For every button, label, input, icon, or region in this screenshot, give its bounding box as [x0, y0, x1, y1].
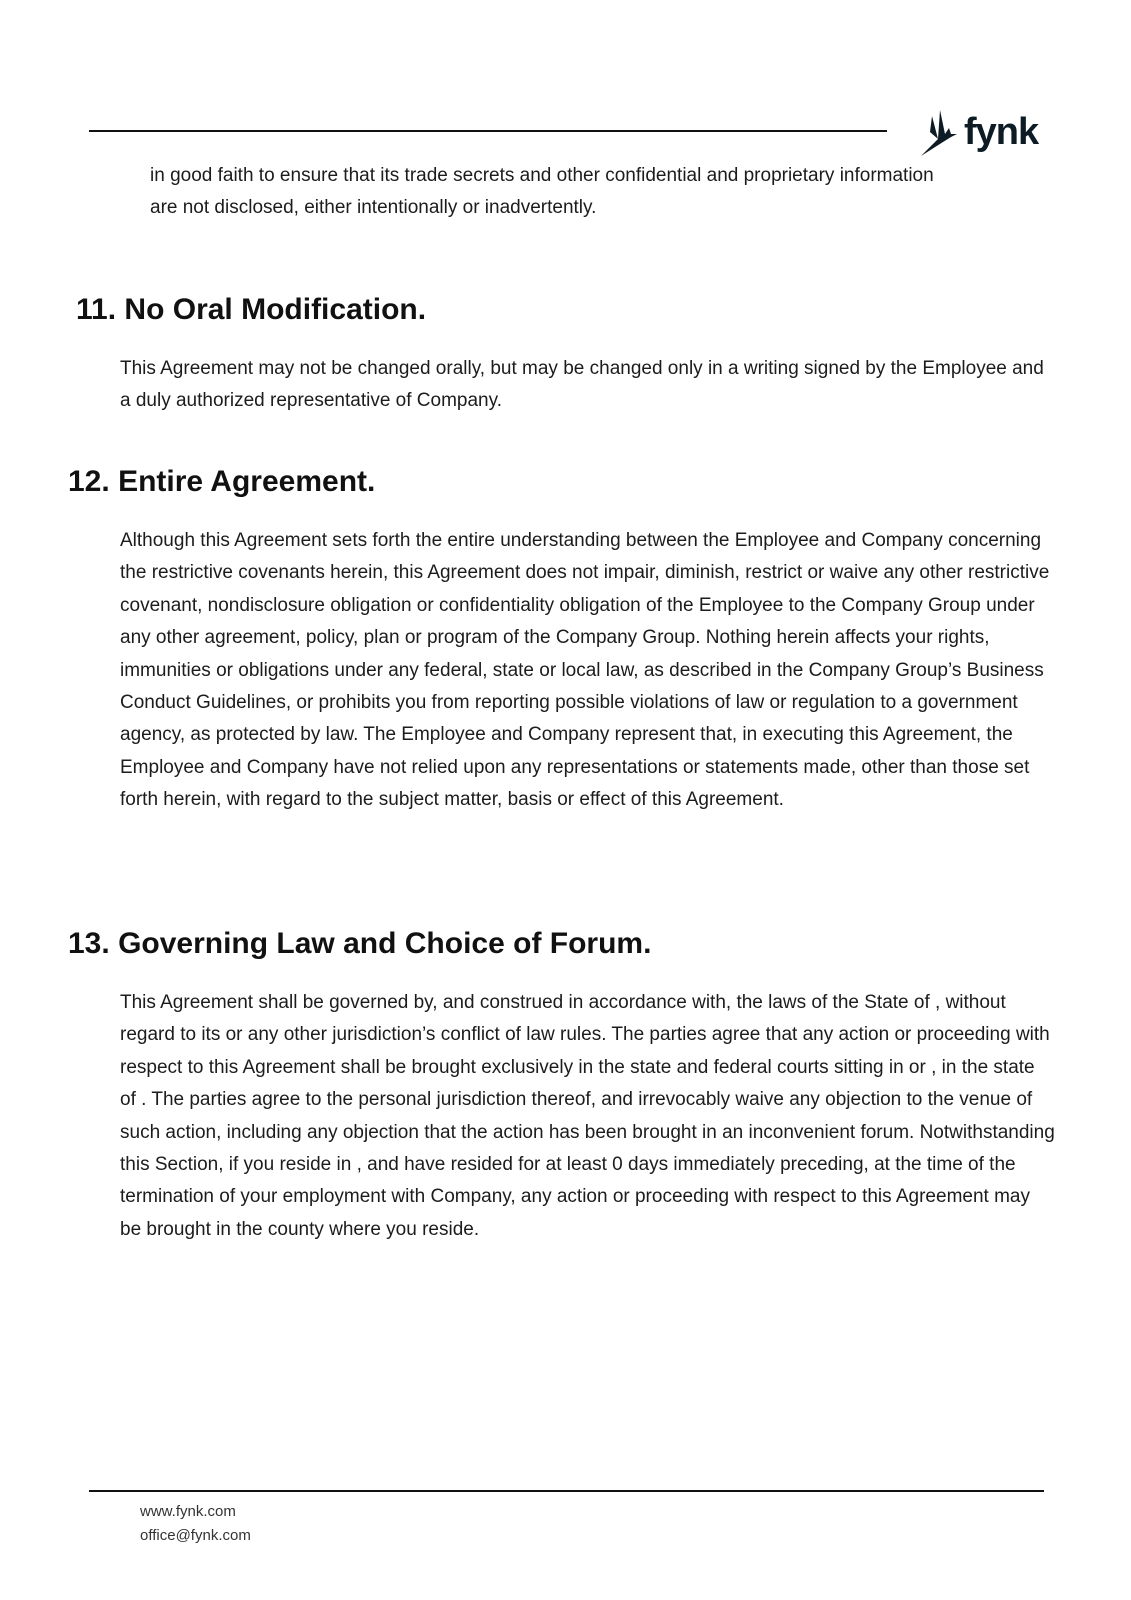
fynk-logo — [918, 106, 1038, 158]
section-12-body: Although this Agreement sets forth the entire understanding between the Employee and Company concerning the restrictive covenants herein, this Agreement does not impair, diminish, restrict or waive any other restrictive covenant, nondisclosure obligation or confidentiality obligation of the Employee to the Company Group under any other agreement, policy, plan or program of the Company Group. Nothing herein affects your rights, immunities or obligations under any federal, state or local law, as described in the Company Group’s Business Conduct Guidelines, or prohibits you from reporting possible violations of law or regulation to a government agency, as protected by law. The Employee and Company represent that, in executing this Agreement, the Employee and Company have not relied upon any representations or statements made, other than those set forth herein, with regard to the subject matter, basis or effect of this Agreement. — [120, 530, 1050, 811]
footer-email-link[interactable]: office@fynk.com — [140, 1527, 251, 1544]
bird-icon — [918, 106, 958, 158]
section-number: 11. — [76, 293, 117, 326]
footer-divider — [89, 1490, 1044, 1492]
carryover-paragraph: in good faith to ensure that its trade secrets and other confidential and proprietary information are not disclosed, either intentionally or inadvertently. — [150, 165, 934, 219]
section-12-heading — [68, 463, 375, 501]
section-title: Governing Law and Choice of Forum. — [118, 927, 652, 960]
section-title: Entire Agreement. — [118, 465, 376, 498]
footer-website-link[interactable]: www.fynk.com — [140, 1503, 236, 1520]
section-title: No Oral Modification. — [124, 293, 427, 326]
header-divider — [89, 130, 887, 132]
section-13-heading — [68, 925, 651, 963]
footer — [140, 1500, 251, 1548]
section-13-body: This Agreement shall be governed by, and construed in accordance with, the laws of the State of , without regard to its or any other jurisdiction’s conflict of law rules. The parties agree that any action or proceeding with respect to this Agreement shall be brought exclusively in the state and federal courts sitting in or , in the state of . The parties agree to the personal jurisdiction thereof, and irrevocably waive any objection to the venue of such action, including any objection that the action has been brought in an inconvenient forum. Notwithstanding this Section, if you reside in , and have resided for at least 0 days immediately preceding, at the time of the termination of your employment with Company, any action or proceeding with respect to this Agreement may be brought in the county where you reside. — [120, 992, 1055, 1240]
logo-text: fynk — [964, 111, 1039, 153]
section-11-body: This Agreement may not be changed orally, but may be changed only in a writing signed by the Employee and a duly authorized representative of Company. — [120, 358, 1044, 412]
section-number: 13. — [68, 927, 110, 960]
section-11-heading — [76, 291, 426, 329]
section-number: 12. — [68, 465, 110, 498]
